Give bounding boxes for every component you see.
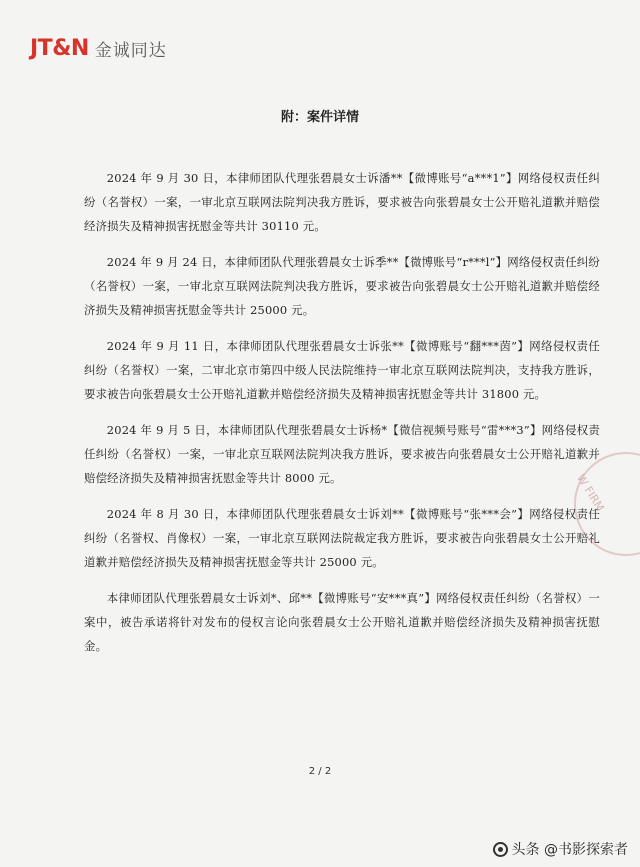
seal-text: W FIRM	[573, 472, 607, 514]
case-paragraph: 2024 年 9 月 5 日，本律师团队代理张碧晨女士诉杨*【微信视频号账号“雷***3”】网络侵权责任纠纷（名誉权）一案，一审北京互联网法院判决我方胜诉，要求被告向张碧晨女士公开赔礼道歉并赔偿经济损失及精神损害抚慰金等共计 8000 元。	[84, 423, 600, 485]
case-paragraph: 2024 年 9 月 24 日，本律师团队代理张碧晨女士诉季**【微博账号“r***l”】网络侵权责任纠纷（名誉权）一案，一审北京互联网法院判决我方胜诉，要求被告向张碧晨女士公开赔礼道歉并赔偿经济损失及精神损害抚慰金等共计 25000 元。	[84, 255, 600, 317]
case-paragraph: 本律师团队代理张碧晨女士诉刘*、邱**【微博账号“安***真”】网络侵权责任纠纷（名誉权）一案中，被告承诺将针对发布的侵权言论向张碧晨女士公开赔礼道歉并赔偿经济损失及精神损害抚慰金。	[84, 591, 600, 653]
source-watermark	[493, 839, 628, 859]
firm-logo	[30, 36, 167, 61]
case-paragraph: 2024 年 9 月 30 日，本律师团队代理张碧晨女士诉潘**【微博账号“a***1”】网络侵权责任纠纷（名誉权）一案，一审北京互联网法院判决我方胜诉，要求被告向张碧晨女士公开赔礼道歉并赔偿经济损失及精神损害抚慰金等共计 30110 元。	[84, 171, 600, 233]
page-number: 2 / 2	[308, 766, 332, 777]
case-paragraph: 2024 年 8 月 30 日，本律师团队代理张碧晨女士诉刘**【微博账号“张***会”】网络侵权责任纠纷（名誉权、肖像权）一案，一审北京互联网法院裁定我方胜诉，要求被告向张碧晨女士公开赔礼道歉并赔偿经济损失及精神损害抚慰金等共计 25000 元。	[84, 507, 600, 569]
page-title: 附：案件详情	[280, 110, 359, 125]
case-list	[84, 166, 600, 670]
watermark-text: 头条 @书影探索者	[511, 842, 628, 858]
logo-chinese-name: 金诚同达	[94, 41, 167, 61]
toutiao-icon	[493, 842, 508, 857]
logo-mark: JT&N	[30, 36, 89, 61]
case-paragraph: 2024 年 9 月 11 日，本律师团队代理张碧晨女士诉张**【微博账号“翻***茵”】网络侵权责任纠纷（名誉权）一案，二审北京市第四中级人民法院维持一审北京互联网法院判决，支持我方胜诉，要求被告向张碧晨女士公开赔礼道歉并赔偿经济损失及精神损害抚慰金等共计 31800 元。	[84, 339, 600, 401]
